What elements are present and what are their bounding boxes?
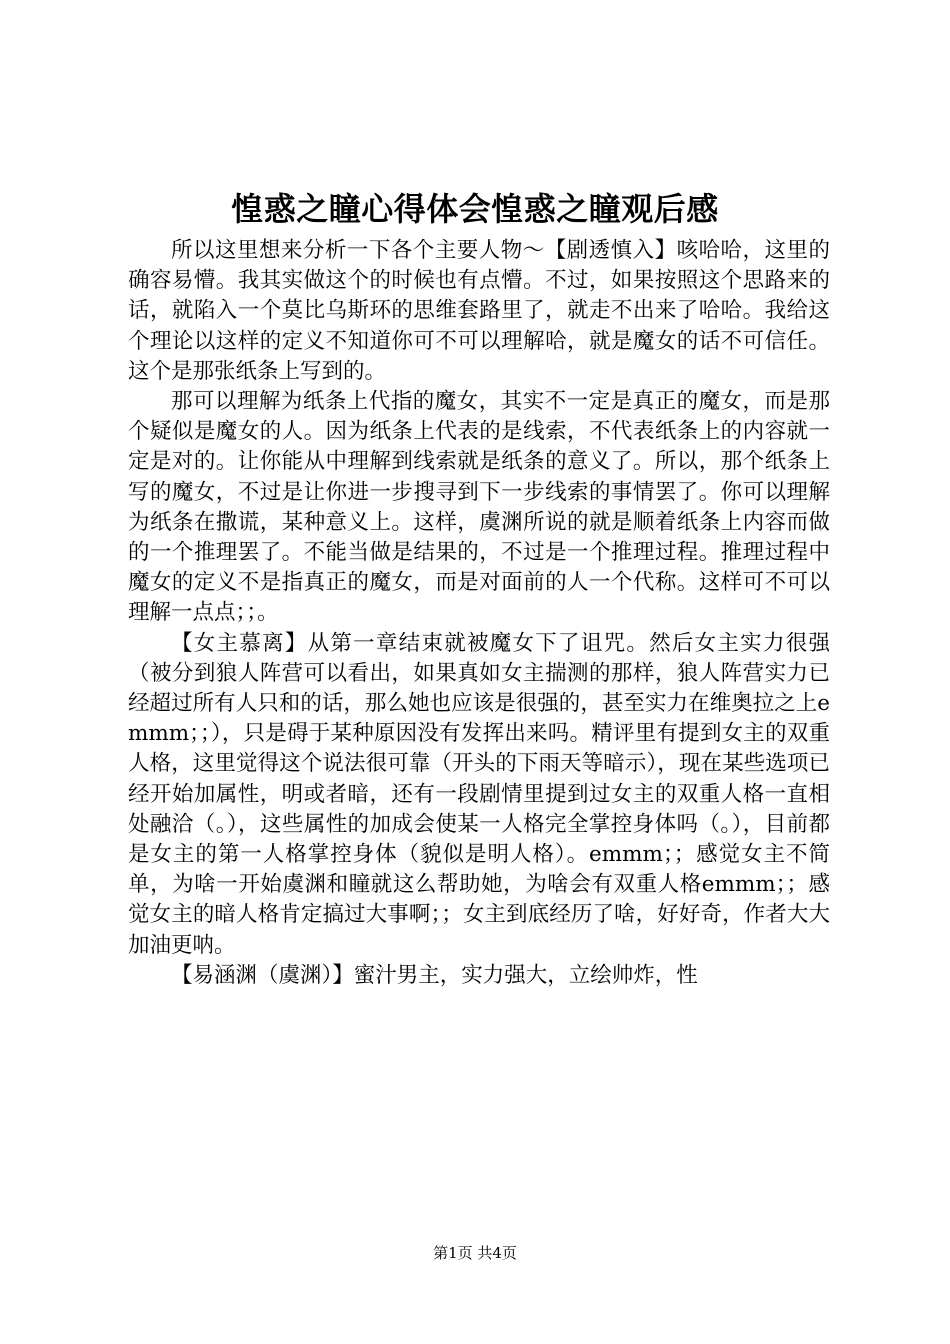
document-body bbox=[128, 236, 830, 991]
page-footer: 第1页 共4页 bbox=[433, 1244, 517, 1262]
paragraph-intro: 所以这里想来分析一下各个主要人物～【剧透慎入】咳哈哈，这里的确容易懵。我其实做这个的时候也有点懵。不过，如果按照这个思路来的话，就陷入一个莫比乌斯环的思维套路里了，就走不出来了哈哈。我给这个理论以这样的定义不知道你可不可以理解哈，就是魔女的话不可信任。这个是那张纸条上写到的。 bbox=[128, 238, 830, 384]
paragraph-heroine-muli: 【女主慕离】从第一章结束就被魔女下了诅咒。然后女主实力很强（被分到狼人阵营可以看出，如果真如女主揣测的那样，狼人阵营实力已经超过所有人只和的话，那么她也应该是很强的，甚至实力在维奥拉之上emmm；；），只是碍于某种原因没有发挥出来吗。精评里有提到女主的双重人格，这里觉得这个说法很可靠（开头的下雨天等暗示），现在某些选项已经开始加属性，明或者暗，还有一段剧情里提到过女主的双重人格一直相处融洽（。），这些属性的加成会使某一人格完全掌控身体吗（。），目前都是女主的第一人格掌控身体（貌似是明人格）。emmm；；感觉女主不简单，为啥一开始虞渊和瞳就这么帮助她，为啥会有双重人格emmm；；感觉女主的暗人格肯定搞过大事啊；；女主到底经历了啥，好好奇，作者大大加油更呐。 bbox=[128, 630, 830, 958]
paragraph-note-explanation: 那可以理解为纸条上代指的魔女，其实不一定是真正的魔女，而是那个疑似是魔女的人。因为纸条上代表的是线索，不代表纸条上的内容就一定是对的。让你能从中理解到线索就是纸条的意义了。所以，那个纸条上写的魔女，不过是让你进一步搜寻到下一步线索的事情罢了。你可以理解为纸条在撒谎，某种意义上。这样，虞渊所说的就是顺着纸条上内容而做的一个推理罢了。不能当做是结果的，不过是一个推理过程。推理过程中魔女的定义不是指真正的魔女，而是对面前的人一个代称。这样可不可以理解一点点；；。 bbox=[128, 389, 830, 626]
paragraph-yuyuan: 【易涵渊（虞渊）】蜜汁男主，实力强大，立绘帅炸，性 bbox=[171, 962, 698, 988]
document-title: 惶惑之瞳心得体会惶惑之瞳观后感 bbox=[231, 190, 719, 228]
